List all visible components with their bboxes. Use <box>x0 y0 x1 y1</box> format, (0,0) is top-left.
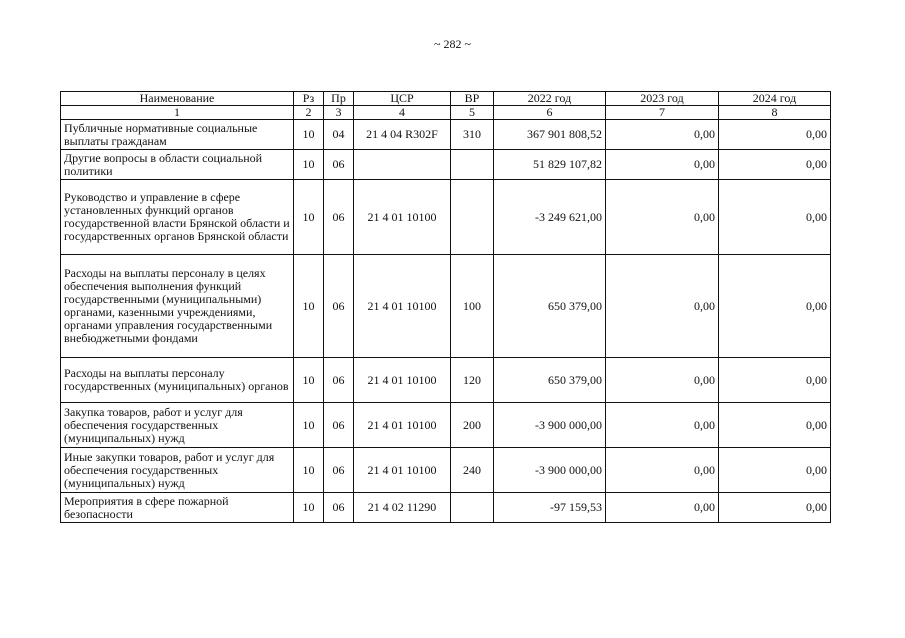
row-csr: 21 4 01 10100 <box>354 358 451 403</box>
row-name: Расходы на выплаты персоналу государственных (муниципальных) органов <box>61 358 294 403</box>
row-2022: 51 829 107,82 <box>494 150 606 180</box>
row-pr: 06 <box>324 493 354 523</box>
row-2023: 0,00 <box>606 120 719 150</box>
col-number: 7 <box>606 106 719 120</box>
table-row <box>61 180 831 255</box>
row-csr: 21 4 02 11290 <box>354 493 451 523</box>
header-2022: 2022 год <box>494 92 606 106</box>
row-vr <box>451 493 494 523</box>
row-name: Мероприятия в сфере пожарной безопасности <box>61 493 294 523</box>
budget-table <box>60 91 831 523</box>
row-name: Руководство и управление в сфере установленных функций органов государственной власти Брянской области и государственных органов Брянской области <box>61 180 294 255</box>
col-number: 1 <box>61 106 294 120</box>
col-number: 8 <box>719 106 831 120</box>
row-name: Закупка товаров, работ и услуг для обеспечения государственных (муниципальных) нужд <box>61 403 294 448</box>
row-name: Другие вопросы в области социальной политики <box>61 150 294 180</box>
row-csr: 21 4 01 10100 <box>354 255 451 358</box>
table-row <box>61 448 831 493</box>
row-2022: -3 900 000,00 <box>494 448 606 493</box>
row-name: Расходы на выплаты персоналу в целях обеспечения выполнения функций государственными (муниципальными) органами, казенными учреждениями, органами управления государственными внебюджетными фондами <box>61 255 294 358</box>
row-rz: 10 <box>294 448 324 493</box>
row-vr: 100 <box>451 255 494 358</box>
row-rz: 10 <box>294 493 324 523</box>
col-number: 2 <box>294 106 324 120</box>
table-row <box>61 358 831 403</box>
row-2022: -97 159,53 <box>494 493 606 523</box>
row-2024: 0,00 <box>719 448 831 493</box>
row-2022: -3 900 000,00 <box>494 403 606 448</box>
row-pr: 04 <box>324 120 354 150</box>
header-name: Наименование <box>61 92 294 106</box>
page-number: ~ 282 ~ <box>434 37 471 51</box>
row-2022: 650 379,00 <box>494 255 606 358</box>
table-row <box>61 403 831 448</box>
row-2023: 0,00 <box>606 493 719 523</box>
header-row <box>61 92 831 106</box>
row-vr <box>451 150 494 180</box>
row-2023: 0,00 <box>606 448 719 493</box>
row-2024: 0,00 <box>719 120 831 150</box>
row-csr: 21 4 01 10100 <box>354 448 451 493</box>
row-csr: 21 4 01 10100 <box>354 180 451 255</box>
row-name: Иные закупки товаров, работ и услуг для обеспечения государственных (муниципальных) нужд <box>61 448 294 493</box>
table-row <box>61 493 831 523</box>
row-2022: 650 379,00 <box>494 358 606 403</box>
row-vr: 120 <box>451 358 494 403</box>
col-number: 5 <box>451 106 494 120</box>
row-2024: 0,00 <box>719 358 831 403</box>
row-csr: 21 4 01 10100 <box>354 403 451 448</box>
col-number: 3 <box>324 106 354 120</box>
row-name: Публичные нормативные социальные выплаты гражданам <box>61 120 294 150</box>
row-2023: 0,00 <box>606 180 719 255</box>
header-rz: Рз <box>294 92 324 106</box>
row-rz: 10 <box>294 403 324 448</box>
row-vr: 240 <box>451 448 494 493</box>
row-csr: 21 4 04 R302F <box>354 120 451 150</box>
row-pr: 06 <box>324 403 354 448</box>
row-2022: 367 901 808,52 <box>494 120 606 150</box>
row-2024: 0,00 <box>719 403 831 448</box>
row-2024: 0,00 <box>719 493 831 523</box>
col-number: 6 <box>494 106 606 120</box>
header-pr: Пр <box>324 92 354 106</box>
row-vr <box>451 180 494 255</box>
column-number-row <box>61 106 831 120</box>
row-pr: 06 <box>324 358 354 403</box>
row-2022: -3 249 621,00 <box>494 180 606 255</box>
row-csr <box>354 150 451 180</box>
row-2024: 0,00 <box>719 150 831 180</box>
row-2024: 0,00 <box>719 255 831 358</box>
row-pr: 06 <box>324 150 354 180</box>
row-pr: 06 <box>324 255 354 358</box>
header-2023: 2023 год <box>606 92 719 106</box>
row-rz: 10 <box>294 120 324 150</box>
header-2024: 2024 год <box>719 92 831 106</box>
row-pr: 06 <box>324 448 354 493</box>
row-2023: 0,00 <box>606 358 719 403</box>
row-rz: 10 <box>294 255 324 358</box>
table-row <box>61 255 831 358</box>
row-2023: 0,00 <box>606 255 719 358</box>
row-2024: 0,00 <box>719 180 831 255</box>
row-pr: 06 <box>324 180 354 255</box>
row-2023: 0,00 <box>606 150 719 180</box>
header-csr: ЦСР <box>354 92 451 106</box>
table-row <box>61 150 831 180</box>
row-rz: 10 <box>294 150 324 180</box>
col-number: 4 <box>354 106 451 120</box>
table-row <box>61 120 831 150</box>
row-vr: 310 <box>451 120 494 150</box>
row-rz: 10 <box>294 358 324 403</box>
header-vr: ВР <box>451 92 494 106</box>
row-2023: 0,00 <box>606 403 719 448</box>
row-rz: 10 <box>294 180 324 255</box>
row-vr: 200 <box>451 403 494 448</box>
